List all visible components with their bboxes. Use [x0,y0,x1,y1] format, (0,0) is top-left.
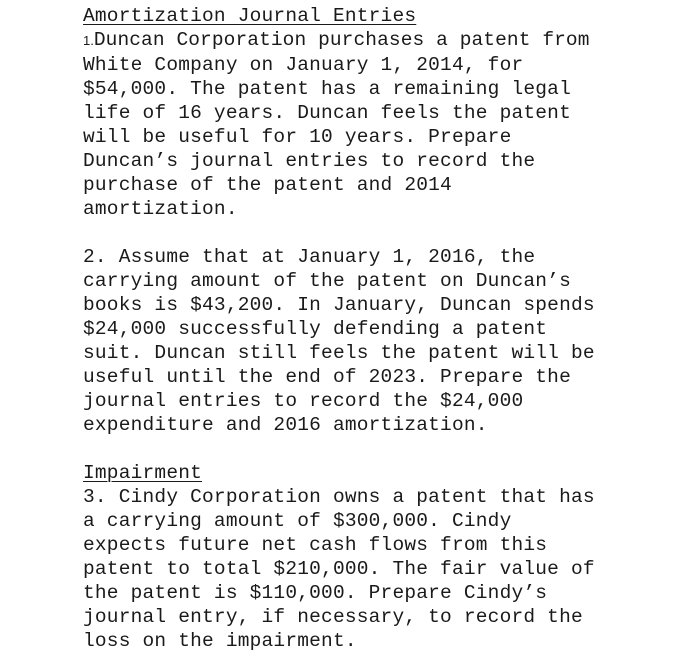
section-spacer [83,221,683,245]
problem-3-text-line: a carrying amount of $300,000. Cindy [83,510,512,532]
problem-2-text-line: carrying amount of the patent on Duncan’s [83,270,571,292]
problem-2-text-line: $24,000 successfully defending a patent [83,318,548,340]
problem-2-text-line: 2. Assume that at January 1, 2016, the [83,246,536,268]
impairment-heading: Impairment [83,462,203,484]
problem-3-text-line: patent to total $210,000. The fair value of [83,558,595,580]
problem-1-number: 1. [83,33,94,48]
problem-1-text-line: Duncan’s journal entries to record the [83,150,536,172]
problem-2-text-line: useful until the end of 2023. Prepare the [83,366,571,388]
problem-1-line [83,28,683,53]
problem-3-text-line: the patent is $110,000. Prepare Cindy’s [83,582,548,604]
problem-1-text-line: $54,000. The patent has a remaining legal [83,78,571,100]
problem-1-text-line: will be useful for 10 years. Prepare [83,126,512,148]
problem-2-text-line: journal entries to record the $24,000 [83,390,524,412]
problem-1-text-line: White Company on January 1, 2014, for [83,54,524,76]
amortization-heading: Amortization Journal Entries [83,5,417,27]
problem-1-text-line: amortization. [83,198,238,220]
impairment-heading-line [83,461,683,485]
problem-3-text-line: journal entry, if necessary, to record the [83,606,583,628]
problem-3-text-line: expects future net cash flows from this [83,534,548,556]
section-spacer [83,437,683,461]
problem-2-text-line: suit. Duncan still feels the patent will be [83,342,595,364]
problem-3-text-line: loss on the impairment. [83,630,357,652]
problem-1-text-line: purchase of the patent and 2014 [83,174,452,196]
problem-1-text-line: Duncan Corporation purchases a patent from [93,29,590,51]
problem-2-text-line: books is $43,200. In January, Duncan spends [83,294,595,316]
amortization-heading-line [83,4,683,28]
problem-1-text-line: life of 16 years. Duncan feels the patent [83,102,571,124]
document-body [83,4,683,653]
problem-2-text-line: expenditure and 2016 amortization. [83,414,488,436]
problem-3-text-line: 3. Cindy Corporation owns a patent that has [83,486,595,508]
